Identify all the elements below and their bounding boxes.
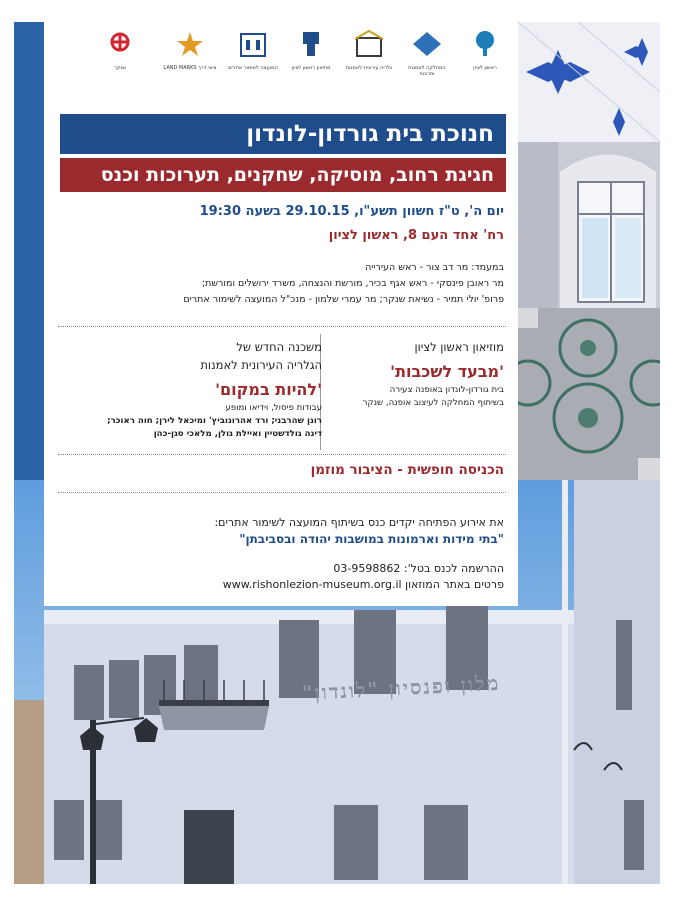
museum-exhibition-title: 'מבעד לשכבות': [390, 362, 504, 381]
tile-wall-photo: [518, 22, 660, 142]
patronage-block: [54, 260, 504, 308]
gallery-exhibition-title: 'להיות במקום': [215, 380, 322, 399]
tree-icon: [469, 30, 501, 58]
conference-title: "בתי מידות וארמונות במושבות יהודה ובסביבתן": [239, 532, 504, 546]
tiled-floor-photo: [518, 308, 660, 480]
website-link[interactable]: פרטים באתר המוזאון www.rishonlezion-museum.org.il: [222, 578, 504, 591]
sponsor-logos: [44, 22, 518, 102]
landmarks-logo: ציוני דרך LAND MARKS: [160, 30, 220, 86]
rishon-lezion-logo: ראשון לציון: [460, 30, 510, 86]
event-date: יום ה', ט"ז חשוון תשע"ו, 29.10.15 בשעה 19:30: [199, 204, 504, 219]
event-title: חנוכת בית גורדון-לונדון: [60, 114, 506, 154]
divider: [58, 454, 506, 455]
gallery-logo: גלריה עירונית לאמנות: [344, 30, 394, 86]
building-icon: [237, 30, 269, 58]
gallery-heading: משכנה החדש של: [236, 340, 322, 354]
free-entry-notice: הכניסה חופשית - הציבור מוזמן: [310, 462, 504, 478]
patronage-line: מר ראובן פינסקי - ראש אגף בכיר, מורשת והנצחה, משרד ירושלים ומורשת;: [201, 278, 504, 289]
gallery-description: עבודות פיסול, וידיאו ומופע: [225, 403, 322, 413]
rishon-municipality-logo: המחלקה לאמנות ותרבות: [402, 30, 452, 86]
water-tower-icon: [295, 30, 327, 58]
patronage-line: פרופ' יולי תמיר - נשיאת שנקר; מר עמרי שלמון - מנכ"ל המועצה לשימור אתרים: [183, 294, 504, 305]
heritage-council-logo: המועצה לשימור אתרים: [228, 30, 278, 86]
knot-icon: [104, 30, 136, 58]
house-icon: [353, 30, 385, 58]
event-subtitle: חגיגת רחוב, מוסיקה, שחקנים, תערוכות וכנס: [60, 158, 506, 192]
event-address: רח' אחד העם 8, ראשון לציון: [328, 228, 504, 243]
museum-description: בית גורדון-לונדון באופנה צעירה: [389, 385, 504, 395]
museum-exhibition: [328, 338, 504, 410]
diamond-icon: [411, 30, 443, 58]
patronage-line: במעמד: מר דב צור - ראש העירייה: [365, 262, 504, 273]
registration-phone: ההרשמה לכנס בטל': 03-9598862: [333, 562, 504, 575]
museum-description: בשיתוף המחלקה לעיצוב אופנה, שנקר: [362, 398, 504, 408]
gallery-artists: רונן שהרבני; ורד אהרונוביץ' ומיכאל לירן; חוה ראוכר;: [107, 416, 322, 426]
arched-window-photo: [518, 142, 660, 308]
gallery-artists: דינה גולדשטיין ואיילת גולן, מלאכי סגן-כהן: [153, 429, 322, 439]
info-card: [44, 22, 518, 606]
building-sign: מלון ופנסיון "לונדון": [301, 670, 501, 706]
divider: [58, 326, 506, 327]
star-icon: [174, 30, 206, 58]
museum-heading: מוזיאון ראשון לציון: [414, 340, 504, 354]
museum-logo: מוזיאון ראשון לציון: [286, 30, 336, 86]
conference-intro: את אירוע הפתיחה יקדים כנס בשיתוף המועצה לשימור אתרים:: [214, 516, 504, 529]
divider: [58, 492, 506, 493]
shenkar-logo: שנקר: [90, 30, 150, 86]
gallery-exhibition: [60, 338, 322, 441]
gallery-heading: הגלריה העירונית לאמנות: [200, 358, 322, 372]
